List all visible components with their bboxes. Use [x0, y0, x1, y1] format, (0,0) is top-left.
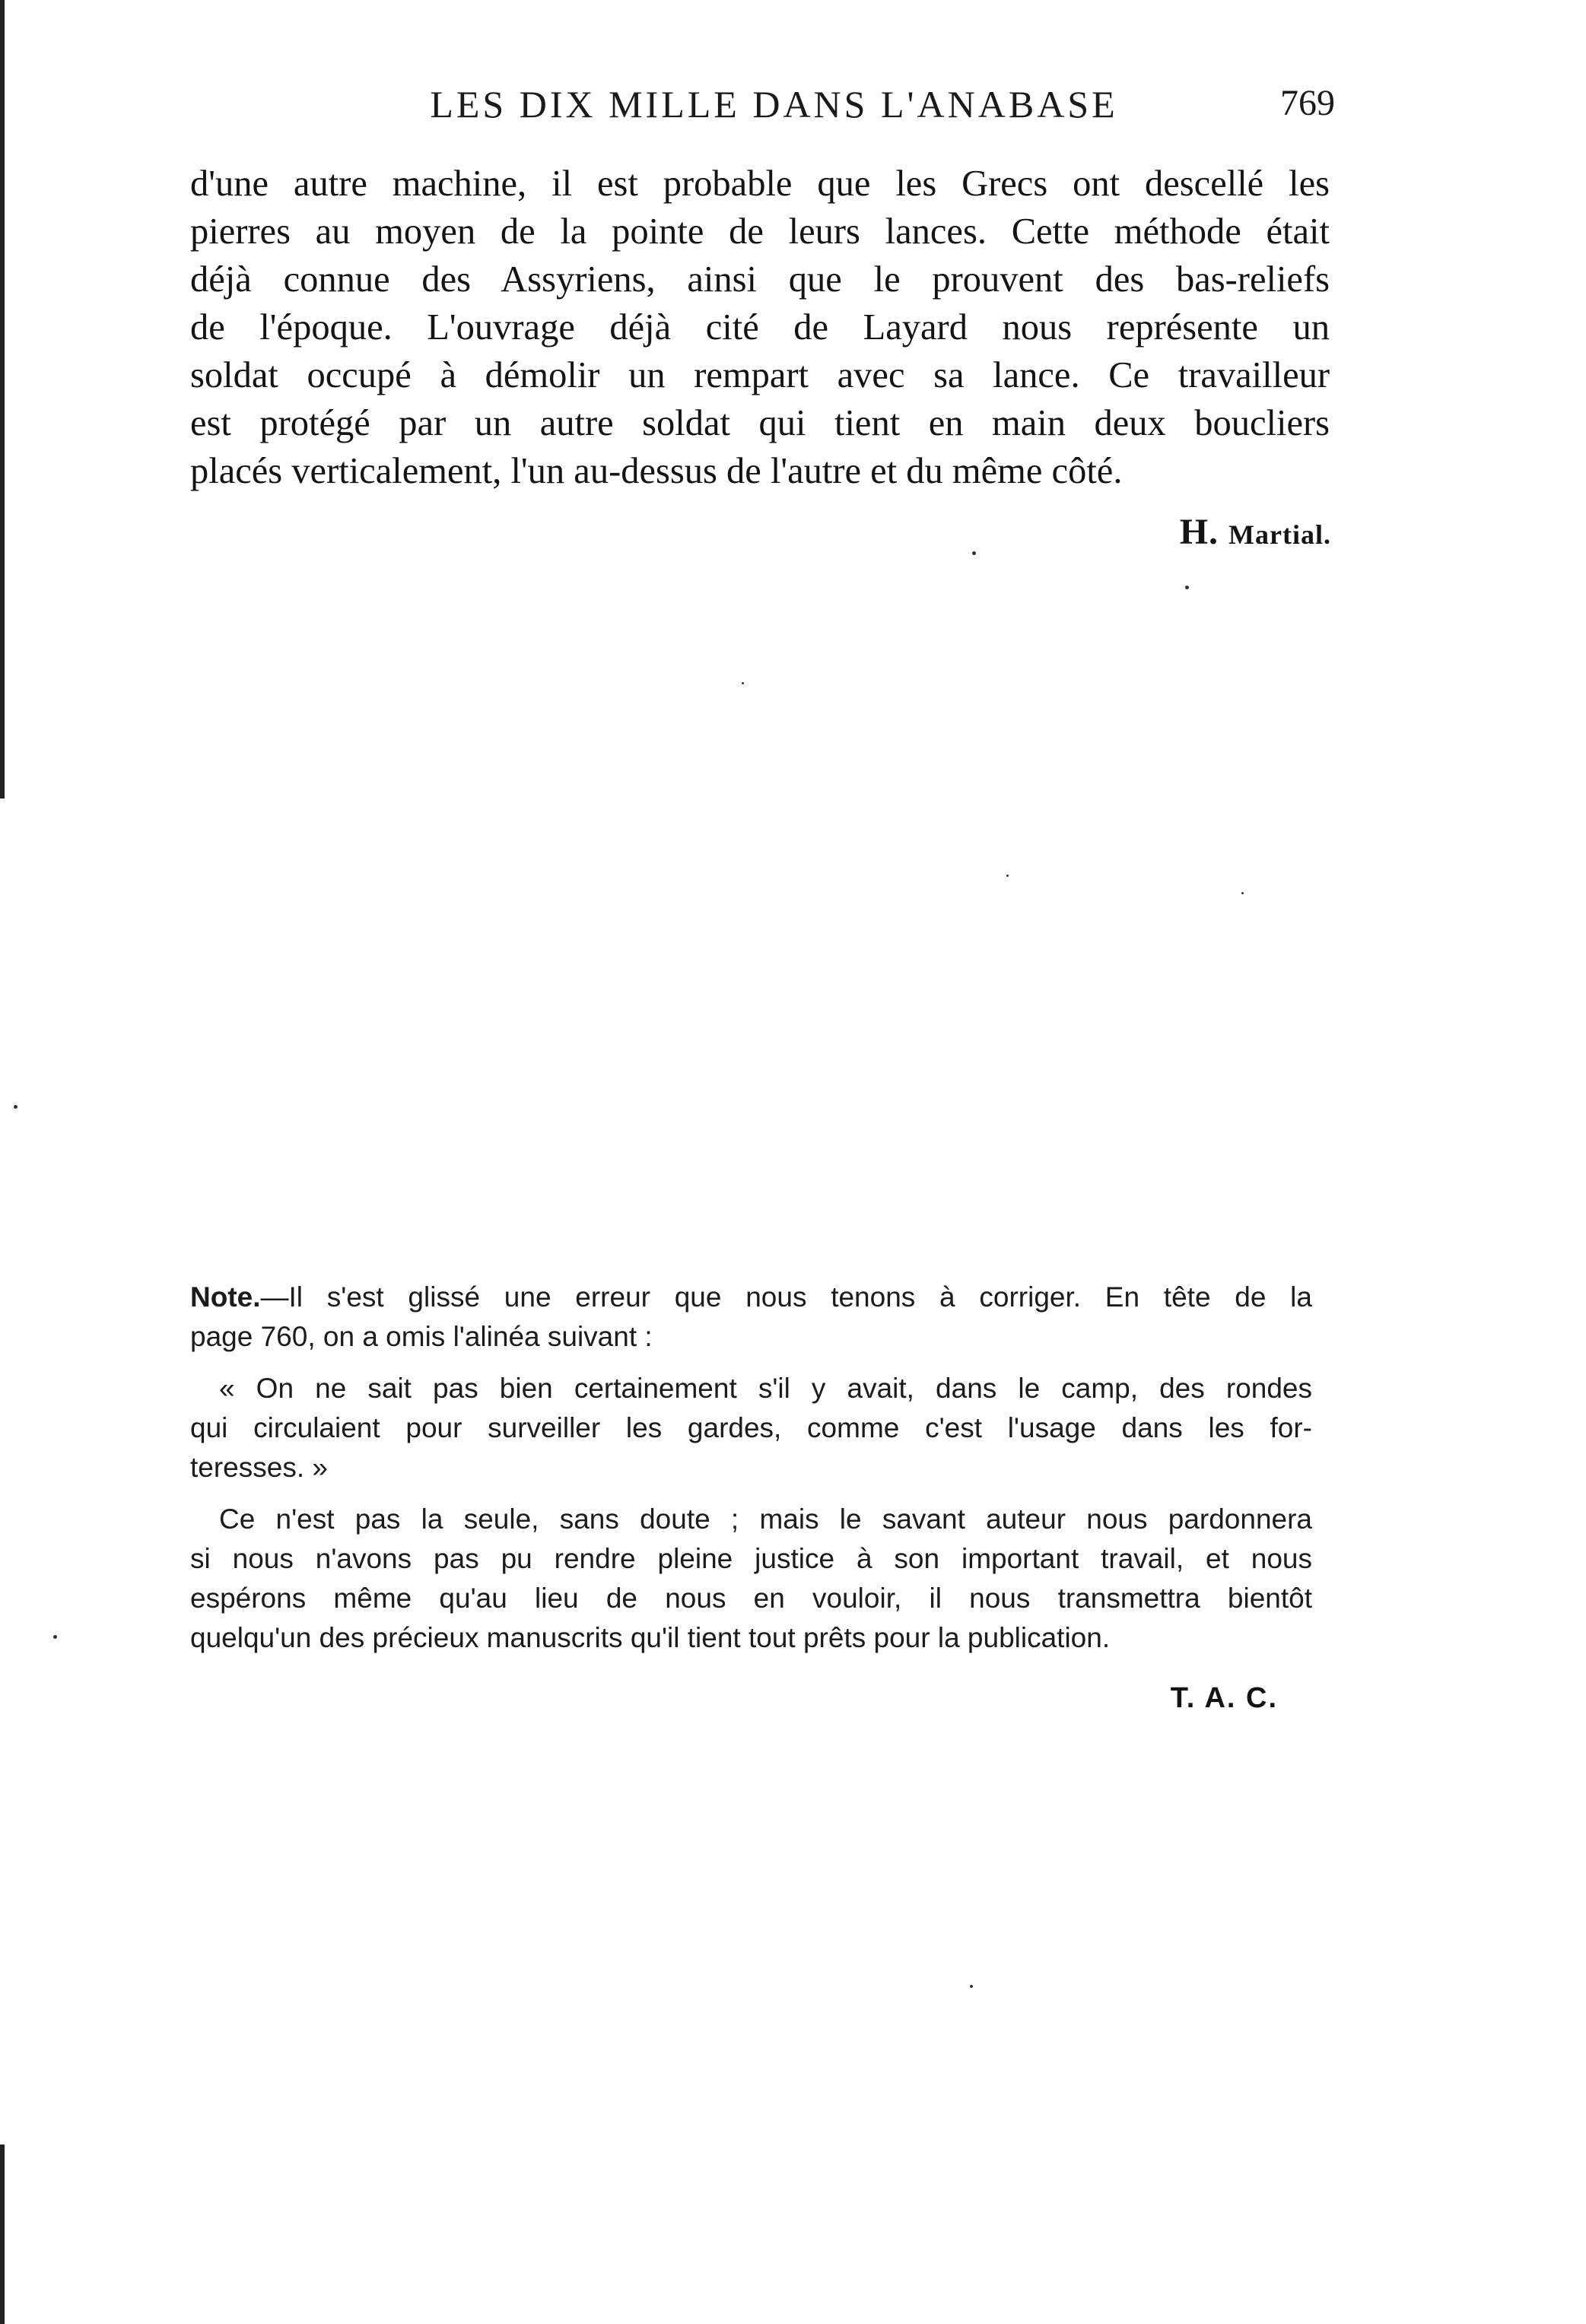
body-line: déjà connue des Assyriens, ainsi que le prouvent des bas-reliefs: [190, 259, 1330, 300]
scan-speck: [972, 551, 976, 555]
note-paragraph-1: [190, 1278, 1312, 1357]
note-initials: T. A. C.: [1170, 1682, 1278, 1714]
note-line: [190, 1278, 1312, 1317]
note-line-text: —Il s'est glissé une erreur que nous tenons à corriger. En tête de la: [260, 1281, 1312, 1313]
page-edge-top: [0, 0, 5, 798]
page-number: 769: [1280, 83, 1335, 123]
note-line: quelqu'un des précieux manuscrits qu'il tient tout prêts pour la publication.: [190, 1622, 1111, 1653]
note-line: page 760, on a omis l'alinéa suivant :: [190, 1321, 653, 1352]
note-line: qui circulaient pour surveiller les gardes, comme c'est l'usage dans les for-: [190, 1412, 1312, 1443]
note-label: Note.: [190, 1281, 261, 1313]
body-line: placés verticalement, l'un au-dessus de l'autre et du même côté.: [190, 451, 1123, 491]
author-signature: [1180, 511, 1331, 553]
note-line: Ce n'est pas la seule, sans doute ; mais le savant auteur nous pardonnera: [219, 1503, 1312, 1535]
body-paragraph: [190, 160, 1330, 495]
scan-speck: [742, 682, 744, 684]
running-title: LES DIX MILLE DANS L'ANABASE: [430, 83, 1118, 125]
scan-speck: [1241, 892, 1244, 894]
body-line: pierres au moyen de la pointe de leurs lances. Cette méthode était: [190, 211, 1330, 252]
note-line: teresses. »: [190, 1452, 328, 1483]
scan-speck: [53, 1635, 57, 1639]
page-edge-bottom: [0, 2145, 5, 2324]
body-line: soldat occupé à démolir un rempart avec sa lance. Ce travailleur: [190, 355, 1330, 395]
scan-speck: [1185, 586, 1189, 589]
note-line: si nous n'avons pas pu rendre pleine justice à son important travail, et nous: [190, 1543, 1312, 1574]
scan-speck: [14, 1105, 17, 1109]
note-paragraph-3: [190, 1500, 1312, 1658]
paragraph-gap: [190, 1357, 1312, 1369]
scan-speck: [970, 1985, 973, 1988]
body-line: est protégé par un autre soldat qui tient en main deux boucliers: [190, 403, 1330, 443]
paragraph-gap: [190, 1487, 1312, 1500]
scan-speck: [1006, 875, 1009, 877]
signature-initial: H.: [1179, 512, 1219, 552]
note-line: espérons même qu'au lieu de nous en vouloir, il nous transmettra bientôt: [190, 1583, 1312, 1614]
note-line: « On ne sait pas bien certainement s'il y avait, dans le camp, des rondes: [219, 1373, 1312, 1404]
body-line: de l'époque. L'ouvrage déjà cité de Layard nous représente un: [190, 307, 1330, 348]
body-line: d'une autre machine, il est probable que les Grecs ont descellé les: [190, 164, 1330, 204]
note-paragraph-2: [190, 1369, 1312, 1487]
editorial-note: [190, 1278, 1312, 1658]
signature-name: Martial.: [1228, 519, 1331, 550]
